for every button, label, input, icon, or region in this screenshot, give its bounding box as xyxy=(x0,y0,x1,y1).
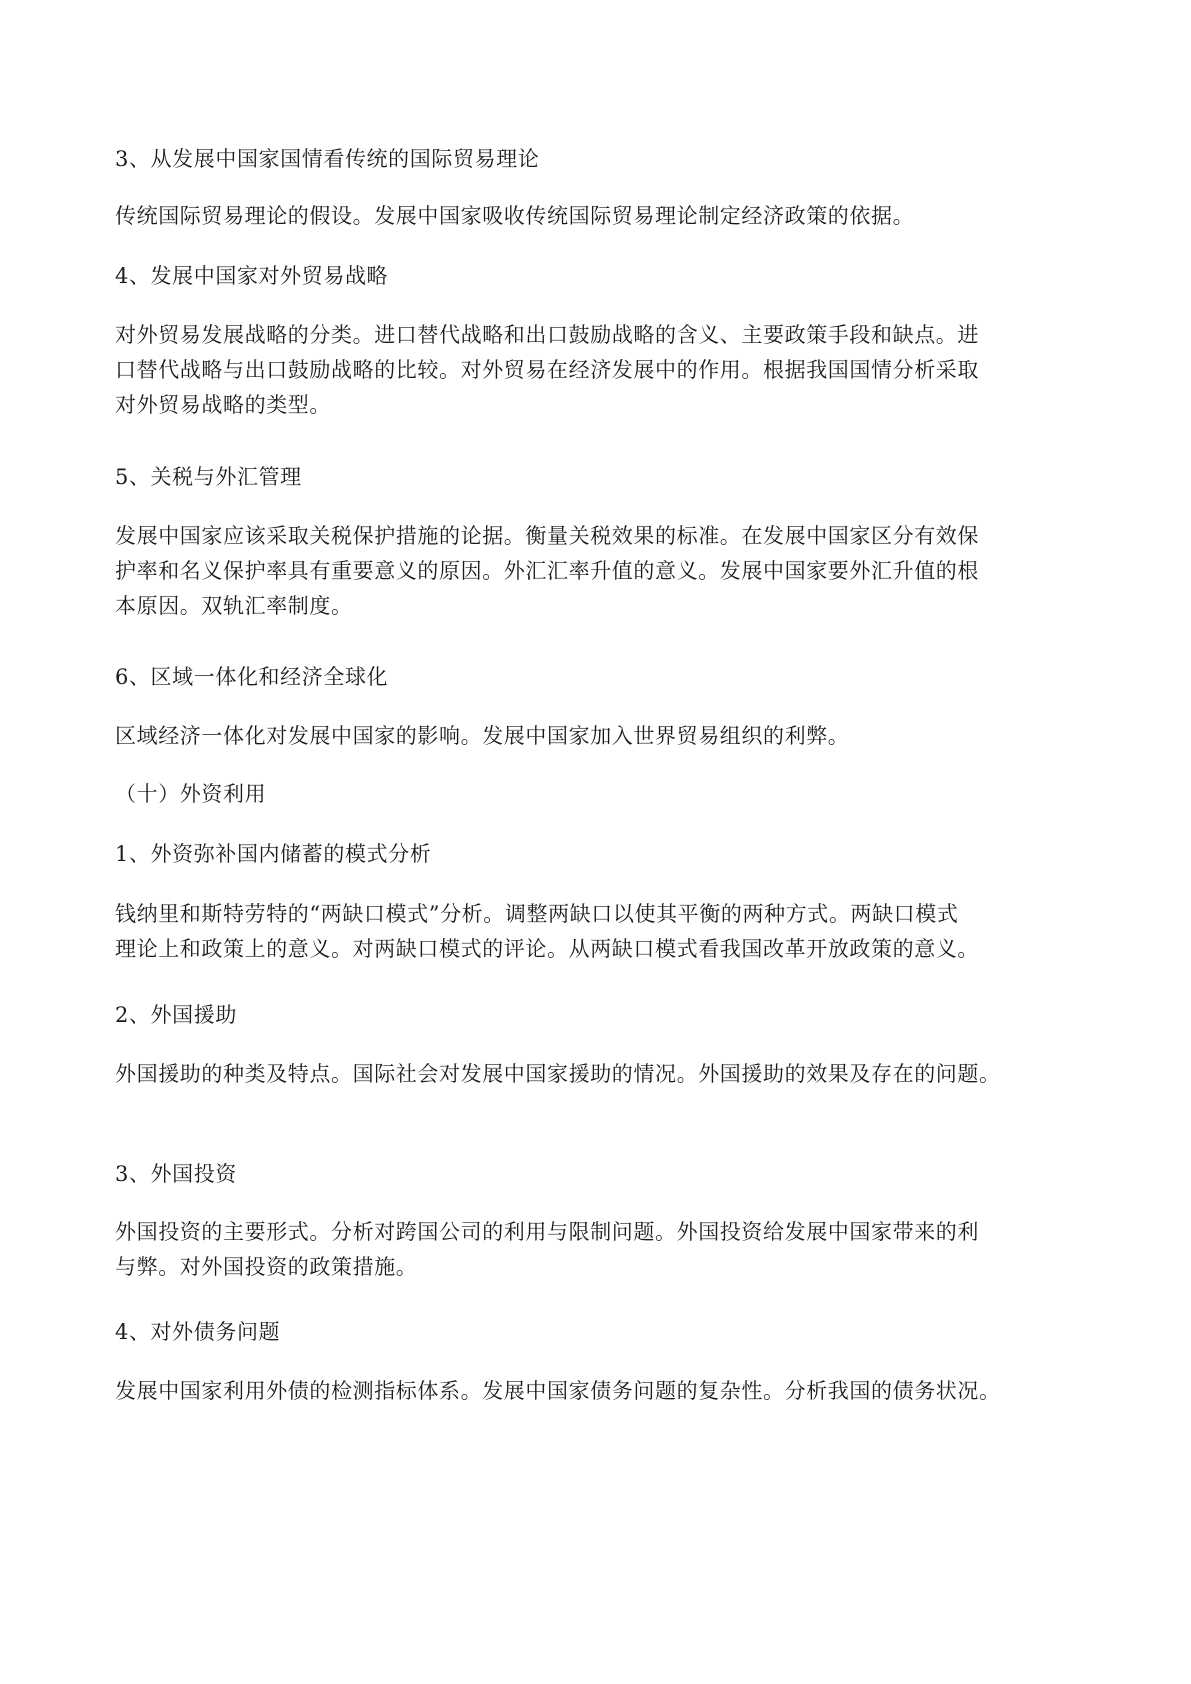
paragraph-line: 理论上和政策上的意义。对两缺口模式的评论。从两缺口模式看我国改革开放政策的意义。 xyxy=(115,937,979,961)
heading-3-foreign-investment: 3、外国投资 xyxy=(115,1162,237,1186)
paragraph-text: 传统国际贸易理论的假设。发展中国家吸收传统国际贸易理论制定经济政策的依据。 xyxy=(115,204,915,228)
section-title-foreign-capital: （十）外资利用 xyxy=(115,782,267,806)
paragraph-text: 发展中国家利用外债的检测指标体系。发展中国家债务问题的复杂性。分析我国的债务状况。 xyxy=(115,1379,1001,1403)
paragraph-line: 对外贸易战略的类型。 xyxy=(115,393,331,417)
heading-6-regional-integration: 6、区域一体化和经济全球化 xyxy=(115,665,389,689)
heading-4-external-debt: 4、对外债务问题 xyxy=(115,1320,281,1344)
paragraph-line: 发展中国家应该采取关税保护措施的论据。衡量关税效果的标准。在发展中国家区分有效保 xyxy=(115,524,979,548)
heading-4-foreign-trade-strategy: 4、发展中国家对外贸易战略 xyxy=(115,264,389,288)
paragraph-line: 口替代战略与出口鼓励战略的比较。对外贸易在经济发展中的作用。根据我国国情分析采取 xyxy=(115,358,979,382)
paragraph-line: 护率和名义保护率具有重要意义的原因。外汇汇率升值的意义。发展中国家要外汇升值的根 xyxy=(115,559,979,583)
paragraph-line: 外国投资的主要形式。分析对跨国公司的利用与限制问题。外国投资给发展中国家带来的利 xyxy=(115,1220,979,1244)
heading-5-tariff-forex: 5、关税与外汇管理 xyxy=(115,465,302,489)
paragraph-line: 本原因。双轨汇率制度。 xyxy=(115,594,353,618)
heading-3-traditional-trade-theory: 3、从发展中国家国情看传统的国际贸易理论 xyxy=(115,147,540,171)
paragraph-text: 外国援助的种类及特点。国际社会对发展中国家援助的情况。外国援助的效果及存在的问题。 xyxy=(115,1062,1001,1086)
paragraph-line: 对外贸易发展战略的分类。进口替代战略和出口鼓励战略的含义、主要政策手段和缺点。进 xyxy=(115,323,979,347)
paragraph-text: 区域经济一体化对发展中国家的影响。发展中国家加入世界贸易组织的利弊。 xyxy=(115,724,850,748)
paragraph-line: 与弊。对外国投资的政策措施。 xyxy=(115,1255,418,1279)
heading-1-savings-gap-model: 1、外资弥补国内储蓄的模式分析 xyxy=(115,842,432,866)
heading-2-foreign-aid: 2、外国援助 xyxy=(115,1003,237,1027)
paragraph-line: 钱纳里和斯特劳特的“两缺口模式”分析。调整两缺口以使其平衡的两种方式。两缺口模式 xyxy=(115,902,959,926)
